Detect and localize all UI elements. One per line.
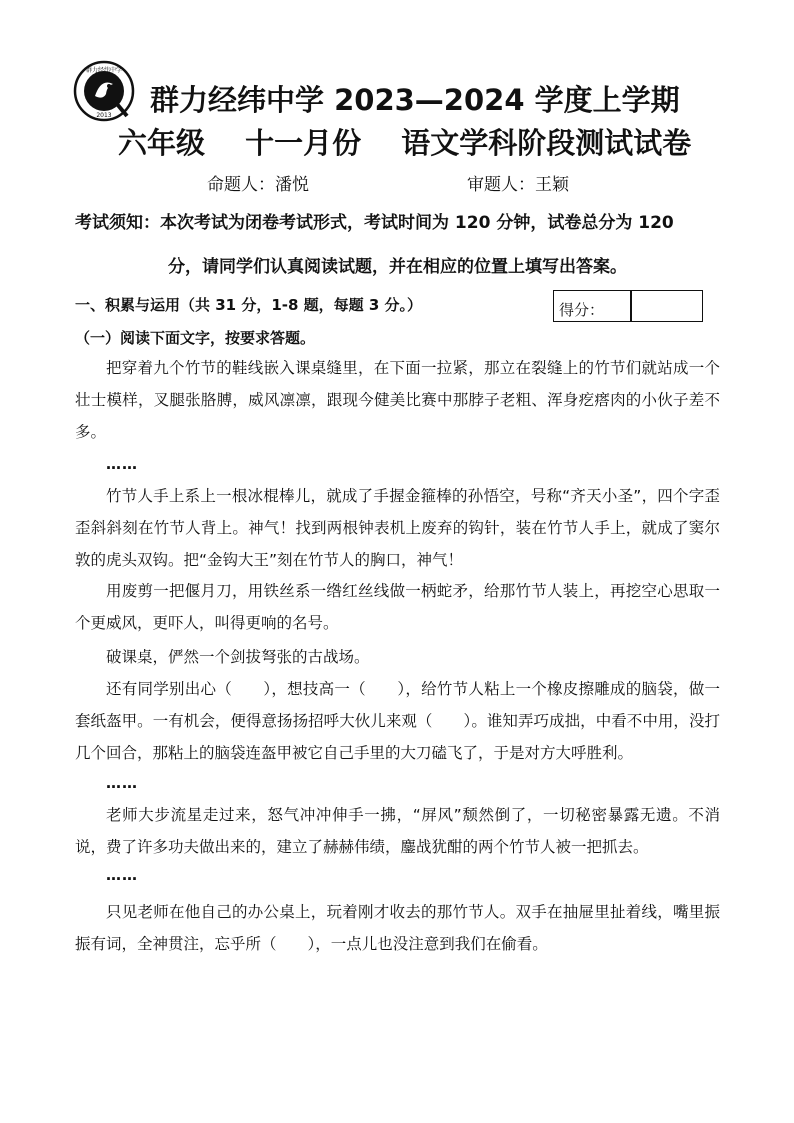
ellipsis-2: …… <box>106 774 138 792</box>
section-heading: 一、积累与运用（共 31 分，1-8 题，每题 3 分。） <box>75 296 423 314</box>
svg-text:群力经纬中学: 群力经纬中学 <box>85 67 123 74</box>
reviewer-name: 审题人：王颖 <box>467 175 569 195</box>
exam-notice-line1: 考试须知：本次考试为闭卷考试形式，考试时间为 120 分钟，试卷总分为 120 <box>75 213 674 233</box>
month-label: 十一月份 <box>245 126 362 160</box>
score-box-divider <box>630 291 632 321</box>
score-box[interactable] <box>553 290 703 322</box>
subject-label: 语文学科阶段测试试卷 <box>401 126 692 160</box>
passage-paragraph-3: 用废剪一把偃月刀，用铁丝系一绺红丝线做一柄蛇矛，给那竹节人装上，再挖空心思取一个更威风，更吓人，叫得更响的名号。 <box>75 582 720 632</box>
passage-paragraph-1: 把穿着九个竹节的鞋线嵌入课桌缝里，在下面一拉紧，那立在裂缝上的竹节们就站成一个壮士模样，叉腿张胳膊，威风凛凛，跟现今健美比赛中那脖子老粗、浑身疙瘩肉的小伙子差不多。 <box>75 359 720 441</box>
school-logo <box>73 60 135 122</box>
ellipsis-1: …… <box>106 455 138 473</box>
score-label: 得分： <box>559 301 605 319</box>
ellipsis-3: …… <box>106 866 138 884</box>
grade-label: 六年级 <box>118 126 206 160</box>
subsection-heading: （一）阅读下面文字，按要求答题。 <box>75 329 316 347</box>
passage-paragraph-5: 还有同学别出心（ ），想技高一（ ），给竹节人粘上一个橡皮擦雕成的脑袋，做一套纸盔甲。一有机会，便得意扬扬招呼大伙儿来观（ ）。谁知弄巧成拙，中看不中用，没打几个回合，那粘上的脑袋连盔甲被它自己手里的大刀磕飞了，于是对方大呼胜利。 <box>75 680 720 762</box>
passage-paragraph-6: 老师大步流星走过来，怒气冲冲伸手一拂，“屏风”颓然倒了，一切秘密暴露无遗。不消说，费了许多功夫做出来的，建立了赫赫伟绩，鏖战犹酣的两个竹节人被一把抓去。 <box>75 806 720 856</box>
exam-notice-line2: 分，请同学们认真阅读试题，并在相应的位置上填写出答案。 <box>168 257 627 277</box>
passage-paragraph-2: 竹节人手上系上一根冰棍棒儿，就成了手握金箍棒的孙悟空，号称“齐天小圣”，四个字歪歪斜斜刻在竹节人背上。神气！找到两根钟表机上废弃的钩针，装在竹节人手上，就成了窦尔敦的虎头双钩。把“金钩大王”刻在竹节人的胸口，神气！ <box>75 487 720 569</box>
svg-text:2013: 2013 <box>96 112 112 119</box>
setter-name: 命题人：潘悦 <box>207 175 309 195</box>
passage-paragraph-7: 只见老师在他自己的办公桌上，玩着刚才收去的那竹节人。双手在抽屉里扯着线，嘴里振振有词，全神贯注，忘乎所（ ），一点儿也没注意到我们在偷看。 <box>75 903 720 953</box>
exam-title-line2 <box>118 121 718 162</box>
passage-paragraph-4: 破课桌，俨然一个剑拔弩张的古战场。 <box>106 648 370 666</box>
exam-title-line1: 群力经纬中学 2023—2024 学度上学期 <box>150 83 680 117</box>
